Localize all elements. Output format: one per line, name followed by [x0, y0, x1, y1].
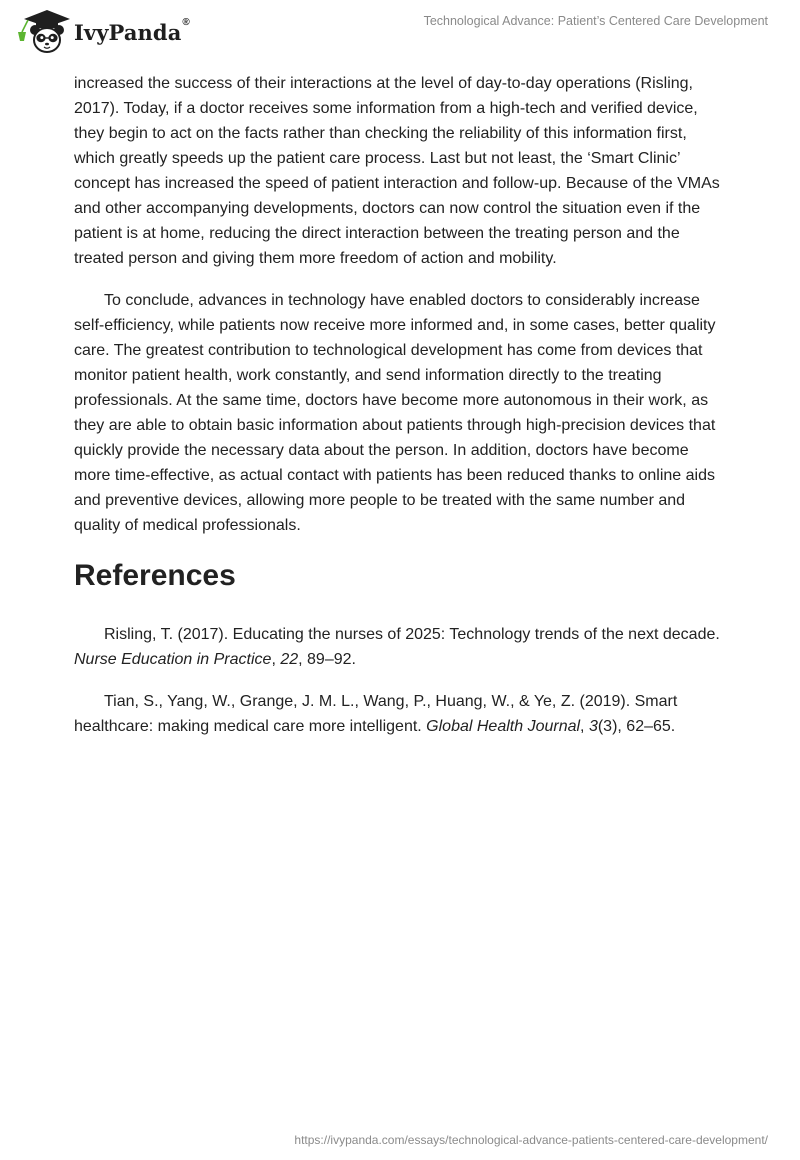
conclusion-paragraph: To conclude, advances in technology have enabled doctors to considerably increase self-efficiency, while patients now receive more informed and, in some cases, better quality care. The greatest contribution to technological development has come from devices that monitor patient health, work constantly, and send information directly to the treating professionals. At the same time, doctors have become more autonomous in their work, as they are able to obtain basic information about patients through high-precision devices that quickly provide the necessary data about the person. In addition, doctors have become more time-effective, as actual contact with patients has been reduced thanks to online aids and preventive devices, allowing more people to be treated with the same number and quality of medical professionals.	[74, 292, 716, 534]
ivypanda-logo[interactable]	[14, 8, 190, 54]
reference-item	[74, 622, 726, 672]
document-title: Technological Advance: Patient’s Centered Care Development	[423, 14, 768, 28]
reference-pages: (3), 62–65.	[597, 718, 676, 735]
body-paragraph: increased the success of their interactions at the level of day-to-day operations (Risling, 2017). Today, if a doctor receives some information from a high-tech and verified device, they begin to act on the facts rather than checking the reliability of this information first, which greatly speeds up the patient care process. Last but not least, the ‘Smart Clinic’ concept has increased the speed of patient interaction and follow-up. Because of the VMAs and other accompanying developments, doctors can now control the situation even if the patient is at home, reducing the direct interaction between the treating person and the treated person and giving them more freedom of action and mobility.	[74, 75, 720, 267]
journal-title: Nurse Education in Practice	[74, 651, 272, 668]
page-header	[0, 0, 800, 60]
references-heading: References	[74, 559, 236, 592]
reference-list	[74, 622, 726, 739]
journal-volume: 22	[280, 651, 299, 668]
journal-title: Global Health Journal	[426, 718, 581, 735]
source-url-link[interactable]: https://ivypanda.com/essays/technological-advance-patients-centered-care-development/	[294, 1133, 768, 1147]
reference-text: Tian, S., Yang, W., Grange, J. M. L., Wang, P., Huang, W., & Ye, Z. (2019). Smart healthcare: making medical care more intelligent.	[74, 693, 678, 735]
brand-name	[74, 16, 190, 45]
reference-text: Risling, T. (2017). Educating the nurses of 2025: Technology trends of the next decade.	[104, 626, 720, 643]
reference-item	[74, 689, 726, 739]
panda-graduate-icon	[14, 8, 72, 54]
separator: ,	[580, 718, 589, 735]
separator: ,	[271, 651, 281, 668]
reference-pages: , 89–92.	[298, 651, 356, 668]
essay-content	[74, 71, 726, 739]
brand-label: IvyPanda	[74, 19, 182, 45]
journal-volume: 3	[588, 718, 598, 735]
registered-mark: ®	[182, 16, 190, 28]
